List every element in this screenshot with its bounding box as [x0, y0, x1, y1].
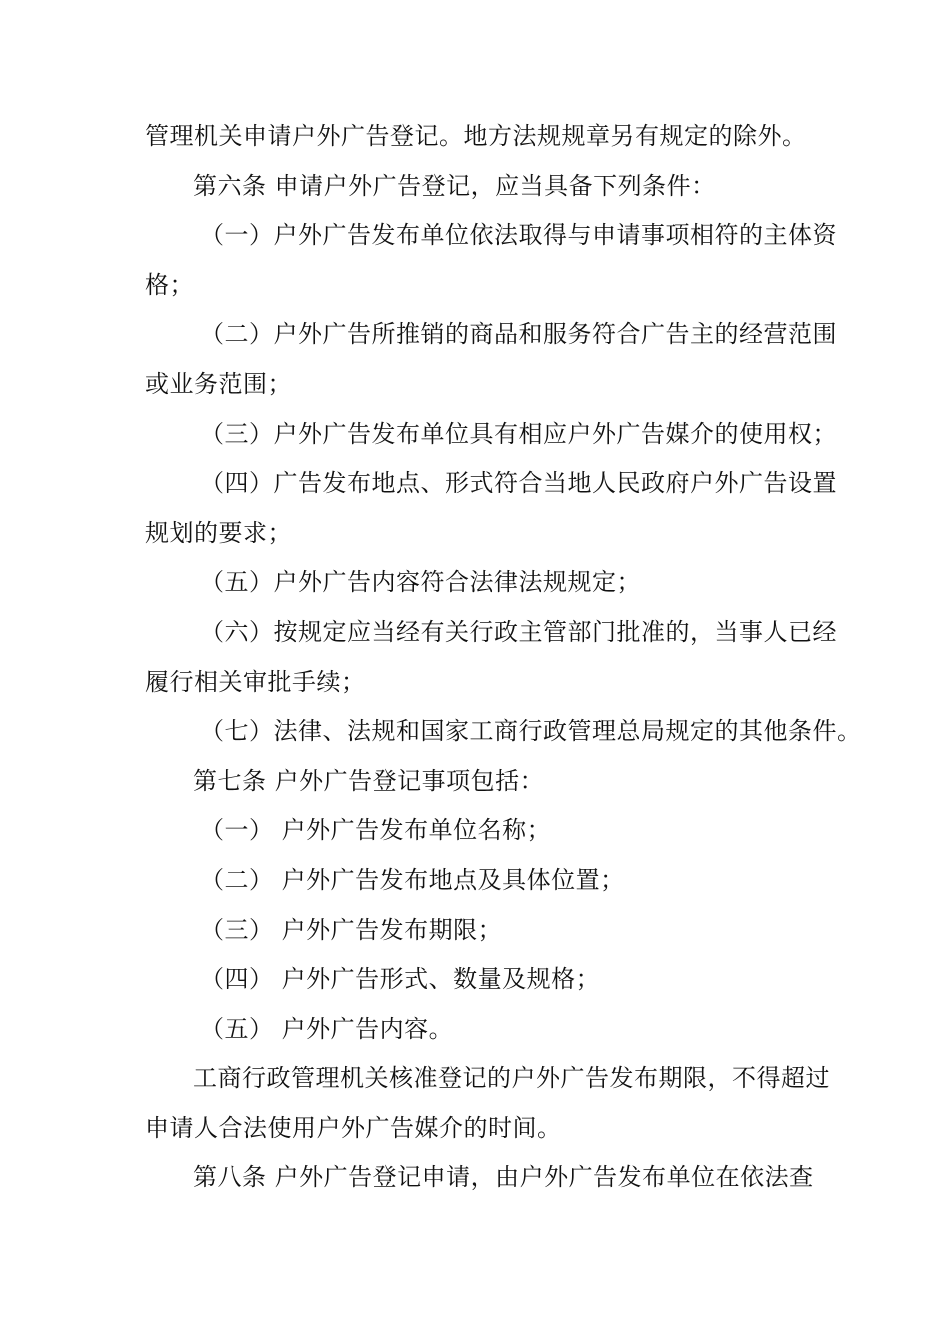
condition-4-continued: 规划的要求；: [145, 518, 292, 547]
registration-item-3: （三） 户外广告发布期限；: [200, 915, 503, 944]
registration-item-1: （一） 户外广告发布单位名称；: [200, 816, 552, 845]
registration-item-2: （二） 户外广告发布地点及具体位置；: [200, 865, 625, 894]
condition-2: （二）户外广告所推销的商品和服务符合广告主的经营范围: [200, 320, 837, 349]
condition-6: （六）按规定应当经有关行政主管部门批准的，当事人已经: [200, 617, 837, 646]
condition-6-continued: 履行相关审批手续；: [145, 667, 366, 696]
condition-1-continued: 格；: [145, 270, 194, 299]
condition-3: （三）户外广告发布单位具有相应户外广告媒介的使用权；: [200, 419, 837, 448]
document-body: [145, 112, 862, 1203]
condition-4: （四）广告发布地点、形式符合当地人民政府户外广告设置: [200, 469, 837, 498]
text-line: 管理机关申请户外广告登记。地方法规规章另有规定的除外。: [145, 122, 807, 150]
article-7-heading: 第七条 户外广告登记事项包括：: [193, 766, 545, 795]
registration-item-5: （五） 户外广告内容。: [200, 1014, 454, 1043]
publication-period-paragraph: 工商行政管理机关核准登记的户外广告发布期限，不得超过: [193, 1064, 830, 1093]
article-6-heading: 第六条 申请户外广告登记，应当具备下列条件：: [193, 171, 716, 200]
article-8-heading: 第八条 户外广告登记申请，由户外广告发布单位在依法查: [193, 1163, 814, 1192]
condition-1: （一）户外广告发布单位依法取得与申请事项相符的主体资: [200, 221, 837, 250]
registration-item-4: （四） 户外广告形式、数量及规格；: [200, 965, 601, 994]
condition-5: （五）户外广告内容符合法律法规规定；: [200, 568, 641, 597]
condition-2-continued: 或业务范围；: [145, 369, 292, 398]
condition-7: （七）法律、法规和国家工商行政管理总局规定的其他条件。: [200, 717, 862, 746]
publication-period-paragraph-continued: 申请人合法使用户外广告媒介的时间。: [145, 1113, 562, 1142]
